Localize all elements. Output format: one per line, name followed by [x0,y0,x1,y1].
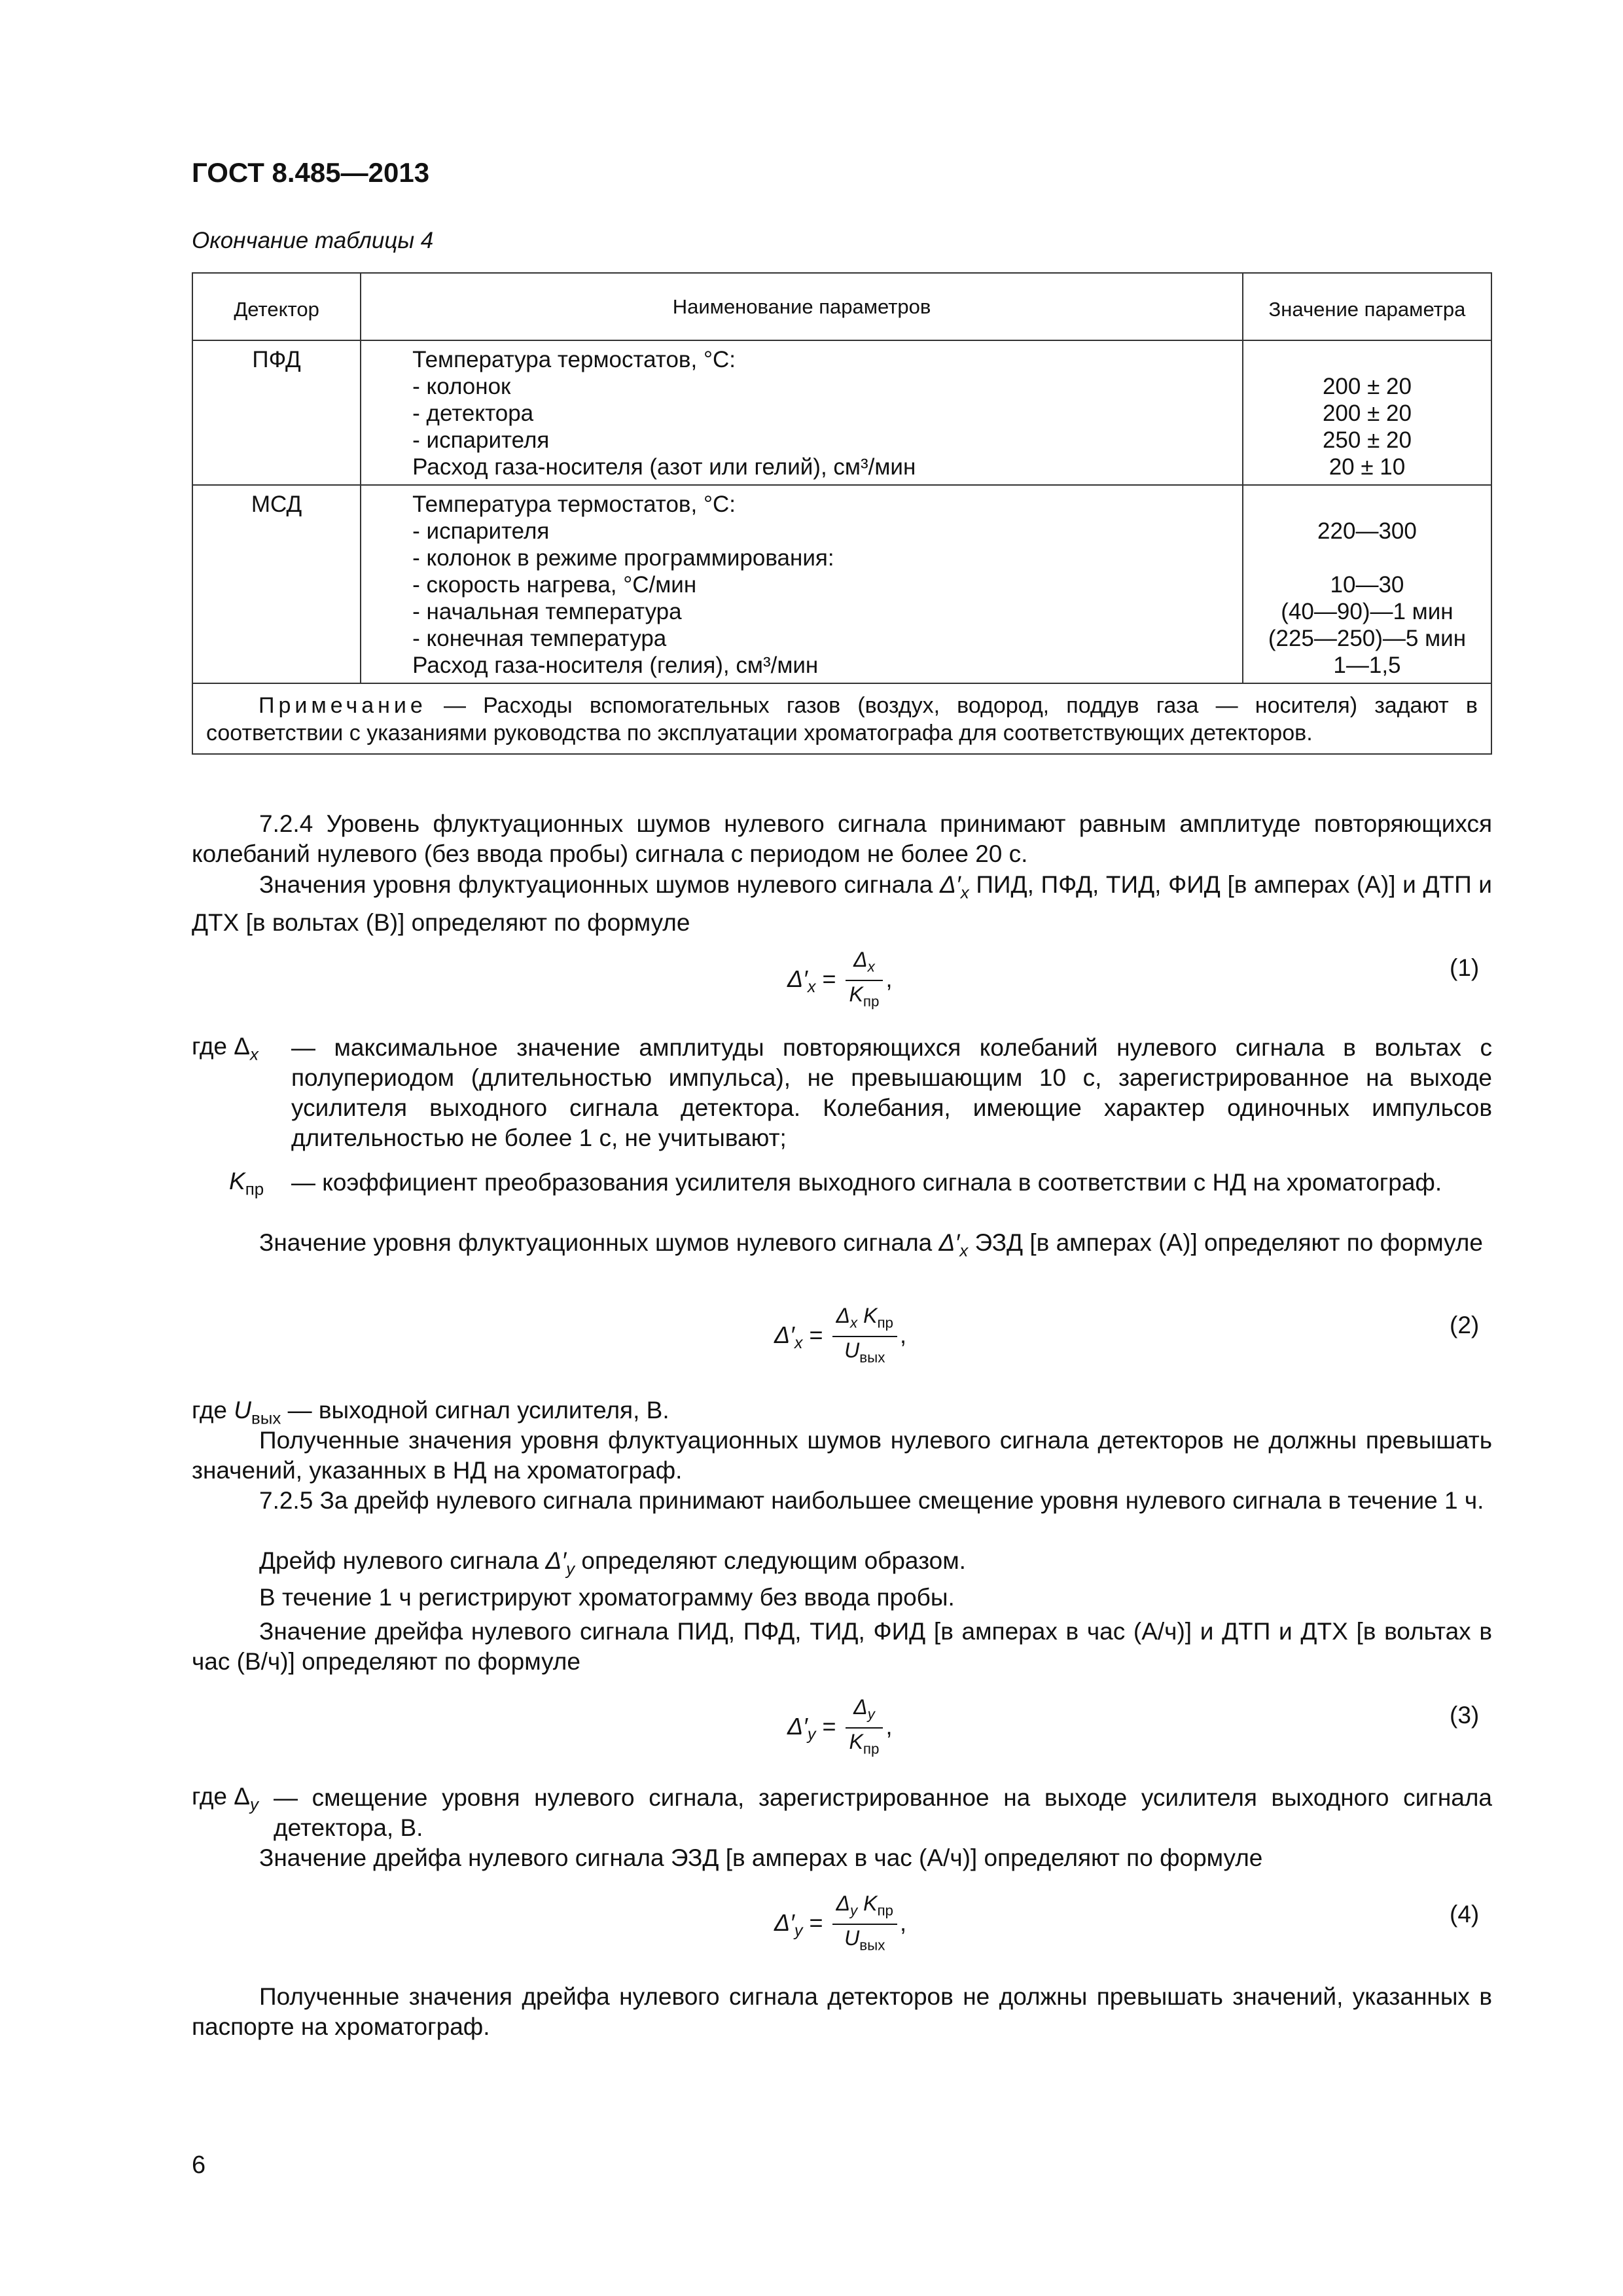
parameters-table [192,272,1492,755]
where-desc-delta-x: — максимальное значение амплитуды повторяющихся колебаний нулевого сигнала в вольтах с полупериодом (длительностью импульса), не превышающим 10 с, зарегистрированное на выходе усилителя выходного сигнала детектора. Колебания, имеющие характер одиночных импульсов длительностью не более 1 с, не учитывают; [291,1034,1492,1151]
param-line: - испарителя [412,518,550,544]
where-key-delta-x: где $\Delta_x$ [192,1033,259,1064]
note-text: — Расходы вспомогательных газов (воздух, водород, поддув газа — носителя) задают в соответствии с указаниями руководства по эксплуатации хроматографа для соответствующих детекторов. [206,693,1478,745]
value-line [1244,346,1490,373]
param-line: Расход газа-носителя (азот или гелий), см³/мин [412,454,916,480]
cell-params [361,340,1243,485]
text-span: Значения уровня флуктуационных шумов нулевого сигнала [259,871,940,898]
formula-3: $\Delta'_y$ = $\frac{\Delta_y}{K_{пр}}$ , [787,1695,893,1757]
header-value: Значение параметра [1243,273,1491,340]
note-label: Примечание [259,693,427,718]
cell-params [361,485,1243,683]
text-span: Значение уровня флуктуационных шумов нулевого сигнала [259,1229,939,1256]
where-desc-kpr: — коэффициент преобразования усилителя выходного сигнала в соответствии с НД на хроматограф. [291,1169,1442,1196]
header-detector: Детектор [192,273,361,340]
page-number: 6 [192,2151,206,2179]
table-caption: Окончание таблицы 4 [192,228,434,253]
paragraph-drift [192,1546,1492,1584]
param-line: - скорость нагрева, °С/мин [412,572,697,598]
text-span: определяют следующим образом. [575,1547,966,1574]
cell-detector: МСД [192,485,361,683]
value-line: 10—30 [1330,572,1404,598]
text-span: Дрейф нулевого сигнала [259,1547,546,1574]
table-row [192,340,1491,485]
cell-detector: ПФД [192,340,361,485]
formula-1: $\Delta'_x$ = $\frac{\Delta_x}{K_{пр}}$ , [787,948,893,1010]
standard-header: ГОСТ 8.485—2013 [192,157,430,188]
formula-2: $\Delta'_x$ = $\frac{\Delta_x K_{пр}}{U_{вых}}$ , [774,1304,907,1366]
param-line: Температура термостатов, °С: [412,347,736,372]
text-span: ПИД, ПФД, ТИД, ФИД [в амперах (А)] и ДТП и ДТХ [в вольтах (В)] определяют по формуле [192,871,1492,937]
paragraph-drift-ezd: Значение дрейфа нулевого сигнала ЭЗД [в амперах в час (А/ч)] определяют по формуле [259,1844,1263,1871]
where-desc-delta-y: — смещение уровня нулевого сигнала, зарегистрированное на выходе усилителя выходного сигнала детектора, В. [274,1784,1492,1841]
formula-number: (3) [1450,1702,1480,1729]
header-parameters: Наименование параметров [361,273,1243,340]
value-line: (40—90)—1 мин [1281,599,1454,624]
value-line: 200 ± 20 [1322,374,1412,399]
paragraph-record: В течение 1 ч регистрируют хроматограмму без ввода пробы. [259,1584,955,1611]
formula-number: (1) [1450,954,1480,981]
paragraph-obtained-2: Полученные значения дрейфа нулевого сигнала детекторов не должны превышать значений, указанных в паспорте на хроматограф. [192,1983,1492,2040]
param-line: - испарителя [412,427,550,453]
table-header-row [192,273,1491,340]
param-line: Температура термостатов, °С: [412,492,736,517]
param-line: - детектора [412,401,534,426]
text-span: ЭЗД [в амперах (А)] определяют по формуле [968,1229,1483,1256]
paragraph-values [192,870,1492,938]
table-row [192,485,1491,683]
value-line [1244,545,1490,571]
where-uvyx: где $U_{вых}$ — выходной сигнал усилителя, В. [192,1397,669,1428]
paragraph-drift-value: Значение дрейфа нулевого сигнала ПИД, ПФД, ТИД, ФИД [в амперах в час (А/ч)] и ДТП и ДТХ [в вольтах в час (В/ч)] определяют по формуле [192,1618,1492,1675]
paragraph-obtained-1: Полученные значения уровня флуктуационных шумов нулевого сигнала детекторов не должны превышать значений, указанных в НД на хроматограф. [192,1427,1492,1484]
cell-values [1243,340,1491,485]
value-line [1244,491,1490,518]
symbol-delta-x-prime: $\Delta'_x$ [940,871,969,903]
cell-values [1243,485,1491,683]
paragraph-ezd [192,1228,1492,1266]
where-key-delta-y: где $\Delta_y$ [192,1783,259,1814]
symbol-delta-x-prime: $\Delta'_x$ [938,1229,969,1261]
value-line: 20 ± 10 [1329,454,1406,480]
value-line: 250 ± 20 [1322,427,1412,453]
value-line: 200 ± 20 [1322,401,1412,426]
where-key-kpr: $K_{пр}$ [229,1168,264,1199]
paragraph-7-2-4: 7.2.4 Уровень флуктуационных шумов нулевого сигнала принимают равным амплитуде повторяющихся колебаний нулевого (без ввода пробы) сигнала с периодом не более 20 с. [192,810,1492,867]
param-line: - конечная температура [412,626,667,651]
value-line: 1—1,5 [1333,653,1401,678]
param-line: - начальная температура [412,599,682,624]
param-line: - колонок в режиме программирования: [412,545,834,571]
value-line: (225—250)—5 мин [1268,626,1467,651]
table-note-row [192,683,1491,754]
formula-4: $\Delta'_y$ = $\frac{\Delta_y K_{пр}}{U_{вых}}$ , [774,1892,907,1954]
symbol-delta-y-prime: $\Delta'_y$ [545,1547,575,1579]
table-note [192,683,1491,754]
formula-number: (4) [1450,1901,1480,1928]
param-line: - колонок [412,374,511,399]
param-line: Расход газа-носителя (гелия), см³/мин [412,653,819,678]
paragraph-7-2-5: 7.2.5 За дрейф нулевого сигнала принимают наибольшее смещение уровня нулевого сигнала в течение 1 ч. [259,1487,1484,1514]
value-line: 220—300 [1317,518,1417,544]
formula-number: (2) [1450,1312,1480,1338]
